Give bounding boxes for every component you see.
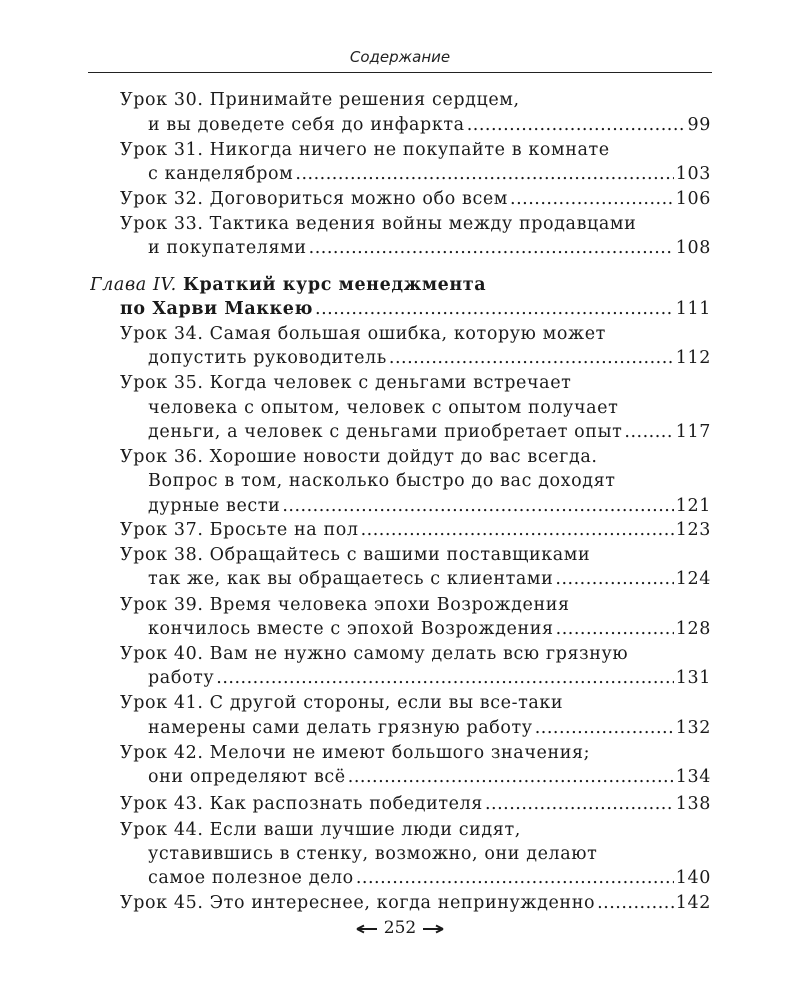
chapter-heading-line2: по Харви Маккею ..... 111 [120,297,711,321]
toc-entry-39-line1: Урок 39. Время человека эпохи Возрождения [120,595,570,615]
toc-entry-38-line1: Урок 38. Обращайтесь с вашими поставщиками [120,545,591,565]
toc-entry-30-line1: Урок 30. Принимайте решения сердцем, [120,90,520,110]
page-number: 124 [675,569,711,589]
toc-entry-44-line3: самое полезное дело ..... 140 [148,866,711,890]
page-number: 106 [675,189,711,209]
toc-entry-35-line1: Урок 35. Когда человек с деньгами встречает [120,373,572,393]
page-number: 111 [675,299,711,319]
toc-entry-44-line1: Урок 44. Если ваши лучшие люди сидят, [120,820,521,840]
toc-entry-42-line1: Урок 42. Мелочи не имеют большого значения; [120,743,591,763]
page-number: 131 [675,668,711,688]
toc-entry-34-line2: допустить руководитель ..... 112 [148,346,711,370]
toc-entry-36-line1: Урок 36. Хорошие новости дойдут до вас всегда. [120,447,598,467]
toc-entry-42-line2: они определяют всё ..... 134 [148,765,711,789]
toc-entry-31-line2: с канделябром ..... 103 [148,162,711,186]
footer-page-number: 252 [383,918,417,938]
page-number: 128 [675,619,711,639]
page-number: 108 [675,238,711,258]
toc-entry-31-line1: Урок 31. Никогда ничего не покупайте в комнате [120,140,610,160]
toc-entry-33-line1: Урок 33. Тактика ведения войны между продавцами [120,214,637,234]
page-number: 140 [675,868,711,888]
toc-entry-36-line3: дурные вести ..... 121 [148,494,711,518]
toc-entry-39-line2: кончилось вместе с эпохой Возрождения ..... 128 [148,617,711,641]
toc-entry-44-line2: уставившись в стенку, возможно, они делают [148,844,598,864]
left-arrow-icon [356,924,378,934]
header-rule [88,72,712,73]
page-number: 134 [675,767,711,787]
toc-entry-41-line2: намерены сами делать грязную работу ..... 132 [148,716,711,740]
chapter-heading-line1 [90,273,486,297]
toc-entry-34-line1: Урок 34. Самая большая ошибка, которую может [120,324,606,344]
toc-entry-43: Урок 43. Как распознать победителя ..... 138 [120,792,711,816]
toc-entry-30-line2: и вы доведете себя до инфаркта ..... 99 [148,113,711,137]
page-number: 112 [675,348,711,368]
toc-entry-36-line2: Вопрос в том, насколько быстро до вас доходят [148,471,616,491]
page-number: 132 [675,718,711,738]
page-number: 103 [675,164,711,184]
page-footer [0,918,800,938]
toc-entry-35-line3: деньги, а человек с деньгами приобретает опыт ..... 117 [148,420,711,444]
toc-entry-37: Урок 37. Бросьте на пол ..... 123 [120,518,711,542]
toc-entry-33-line2: и покупателями ..... 108 [148,236,711,260]
running-header: Содержание [349,48,451,66]
toc-entry-35-line2: человека с опытом, человек с опытом получает [148,398,619,418]
toc-entry-40-line2: работу ..... 131 [148,666,711,690]
toc-entry-40-line1: Урок 40. Вам не нужно самому делать всю грязную [120,644,629,664]
chapter-title: Краткий курс менеджмента [182,275,487,295]
page-number: 117 [675,422,711,442]
page-number: 121 [675,496,711,516]
toc-entry-38-line2: так же, как вы обращаетесь с клиентами ..... 124 [148,567,711,591]
page-number: 138 [675,794,711,814]
page-number: 123 [675,520,711,540]
chapter-label: Глава IV. [90,275,177,295]
toc-entry-32: Урок 32. Договориться можно обо всем ..... 106 [120,187,711,211]
right-arrow-icon [422,924,444,934]
page-number: 142 [675,893,711,913]
toc-entry-45: Урок 45. Это интереснее, когда непринужденно ..... 142 [120,891,711,915]
toc-entry-41-line1: Урок 41. С другой стороны, если вы все-таки [120,693,564,713]
page-number: 99 [687,115,711,135]
